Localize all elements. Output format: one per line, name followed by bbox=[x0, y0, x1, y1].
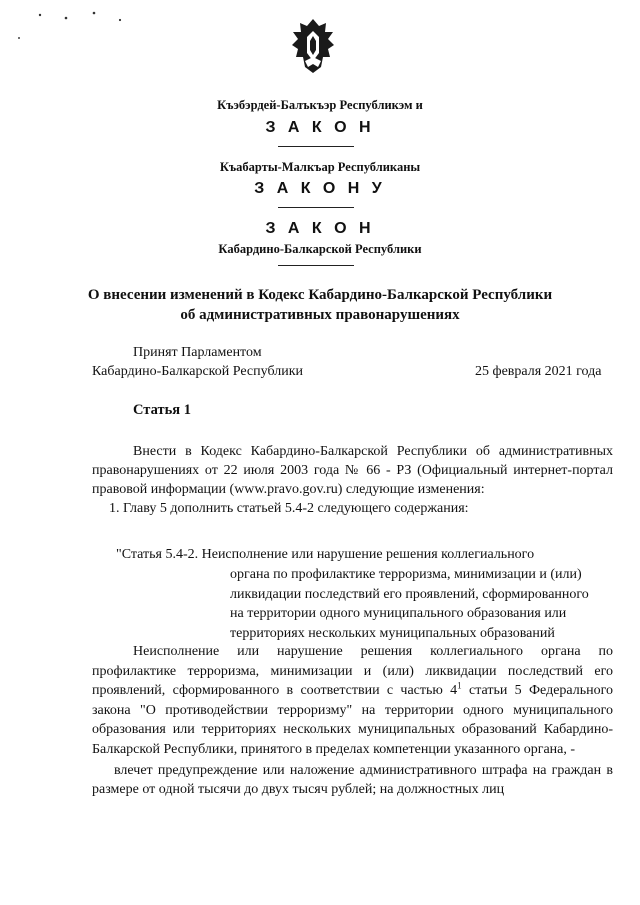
document-title bbox=[0, 285, 640, 325]
article-5-4-2-paragraph bbox=[92, 642, 613, 760]
divider-2 bbox=[278, 207, 354, 208]
new-article-line: органа по профилактике терроризма, минимизации и (или) bbox=[230, 567, 582, 582]
header-kb-title: З А К О Н У bbox=[254, 180, 386, 197]
new-article-line: ликвидации последствий его проявлений, сформированного bbox=[230, 586, 589, 602]
paragraph-part-1: Неисполнение или нарушение решения коллегиального органа по профилактике терроризма, минимизации и (или) ликвидации последствий его проявлений, сформированного в соответствии с частью 4 bbox=[92, 644, 613, 699]
header-kbr-title: З А К О Н bbox=[265, 119, 375, 136]
paragraph-superscript: 1 bbox=[457, 680, 462, 691]
article-1-intro: Внести в Кодекс Кабардино-Балкарской Республики об административных правонарушениях от 22 июля 2003 года № 66 - РЗ (Официальный интернет-портал правовой информации (www.pravo.gov.ru) следующие изменения: bbox=[92, 444, 613, 497]
header-ru-line: Кабардино-Балкарской Республики bbox=[218, 242, 422, 256]
adopted-line-2: Кабардино-Балкарской Республики bbox=[92, 364, 303, 379]
new-article-first-line: "Статья 5.4-2. Неисполнение или нарушение решения коллегиального bbox=[116, 547, 535, 562]
new-article-line: территориях нескольких муниципальных образований bbox=[230, 625, 555, 641]
penalty-paragraph: влечет предупреждение или наложение административного штрафа на граждан в размере от одной тысячи до двух тысяч рублей; на должностных лиц bbox=[92, 762, 613, 798]
article-1-item-1: 1. Главу 5 дополнить статьей 5.4-2 следующего содержания: bbox=[109, 501, 469, 516]
coat-of-arms-emblem-icon bbox=[288, 17, 338, 75]
document-title-line-1: О внесении изменений в Кодекс Кабардино-Балкарской Республики bbox=[87, 287, 553, 303]
adopted-line-1: Принят Парламентом bbox=[133, 345, 262, 360]
document-title-line-2: об административных правонарушениях bbox=[180, 307, 460, 323]
scan-specks bbox=[15, 10, 125, 40]
article-1-intro-block bbox=[92, 442, 613, 518]
divider-3 bbox=[278, 265, 354, 266]
header-kb-line: Къабарты-Малкъар Республиканы bbox=[219, 160, 421, 174]
article-1-heading: Статья 1 bbox=[133, 402, 191, 418]
new-article-heading bbox=[230, 565, 615, 643]
adopted-date: 25 февраля 2021 года bbox=[475, 364, 602, 379]
new-article-line: на территории одного муниципального образования или bbox=[230, 606, 567, 621]
article-5-4-2-body bbox=[92, 642, 613, 800]
header-kbr-line: Къэбэрдей-Балъкъэр Республикэм и bbox=[217, 98, 423, 112]
paragraph-part-2: статьи 5 Федерального закона "О противодействии терроризму" на территории одного муниципального образования или территориях нескольких муниципальных образований Кабардино-Балкарской Республики, принятого в пределах компетенции указанного органа, - bbox=[92, 683, 614, 757]
divider-1 bbox=[278, 146, 354, 147]
header-ru-title: З А К О Н bbox=[265, 220, 375, 237]
